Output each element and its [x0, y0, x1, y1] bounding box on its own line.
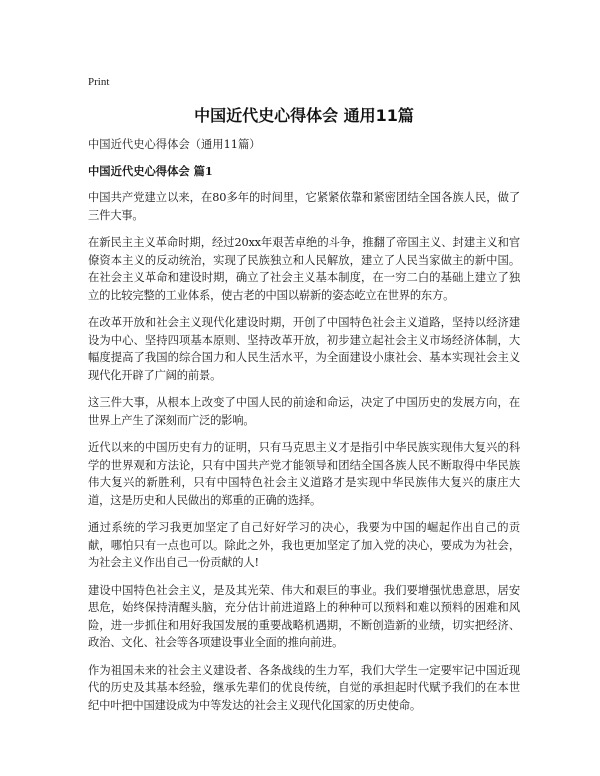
document-title: 中国近代史心得体会 通用11篇 [194, 106, 414, 125]
paragraph-7: 建设中国特色社会主义，是及其光荣、伟大和艰巨的事业。我们要增强忧患意思，居安思危，始终保持清醒头脑，充分估计前进道路上的种种可以预料和难以预料的困难和风险，进一步抓住和用好我国发展的重要战略机遇期，不断创造新的业绩，切实把经济、政治、文化、社会等各项建设事业全面的推向前进。 [88, 583, 520, 649]
paragraph-1: 中国共产党建立以来，在80多年的时间里，它紧紧依靠和紧密团结全国各族人民，做了三件大事。 [88, 191, 520, 222]
paragraph-8: 作为祖国未来的社会主义建设者、各条战线的生力军，我们大学生一定要牢记中国近现代的历史及其基本经验，继承先辈们的优良传统，自觉的承担起时代赋予我们的在本世纪中叶把中国建设成为中等发达的社会主义现代化国家的历史使命。 [88, 663, 520, 712]
print-link[interactable]: Print [88, 76, 110, 88]
document-subtitle: 中国近代史心得体会（通用11篇） [88, 138, 261, 151]
document-page [88, 70, 520, 714]
paragraph-4: 这三件大事，从根本上改变了中国人民的前途和命运，决定了中国历史的发展方向，在世界上产生了深刻而广泛的影响。 [88, 396, 520, 427]
paragraph-5: 近代以来的中国历史有力的证明，只有马克思主义才是指引中华民族实现伟大复兴的科学的世界观和方法论，只有中国共产党才能领导和团结全国各族人民不断取得中华民族伟大复兴的新胜利，只有中国特色社会主义道路才是实现中华民族伟大复兴的康庄大道，这是历史和人民做出的郑重的正确的选择。 [88, 441, 520, 507]
paragraph-3: 在改革开放和社会主义现代化建设时期，开创了中国特色社会主义道路，坚持以经济建设为中心、坚持四项基本原则、坚持改革开放，初步建立起社会主义市场经济体制，大幅度提高了我国的综合国力和人民生活水平，为全面建设小康社会、基本实现社会主义现代化开辟了广阔的前景。 [88, 316, 520, 382]
paragraph-6: 通过系统的学习我更加坚定了自己好好学习的决心，我要为中国的崛起作出自己的贡献，哪怕只有一点也可以。除此之外，我也更加坚定了加入党的决心，要成为为社会，为社会主义作出自己一份贡献的人! [88, 521, 520, 569]
paragraph-2: 在新民主主义革命时期，经过20xx年艰苦卓绝的斗争，推翻了帝国主义、封建主义和官僚资本主义的反动统治，实现了民族独立和人民解放，建立了人民当家做主的新中国。在社会主义革命和建设时期，确立了社会主义基本制度，在一穷二白的基础上建立了独立的比较完整的工业体系，使古老的中国以崭新的姿态屹立在世界的东方。 [88, 236, 520, 302]
section-heading: 中国近代史心得体会 篇1 [88, 164, 213, 178]
